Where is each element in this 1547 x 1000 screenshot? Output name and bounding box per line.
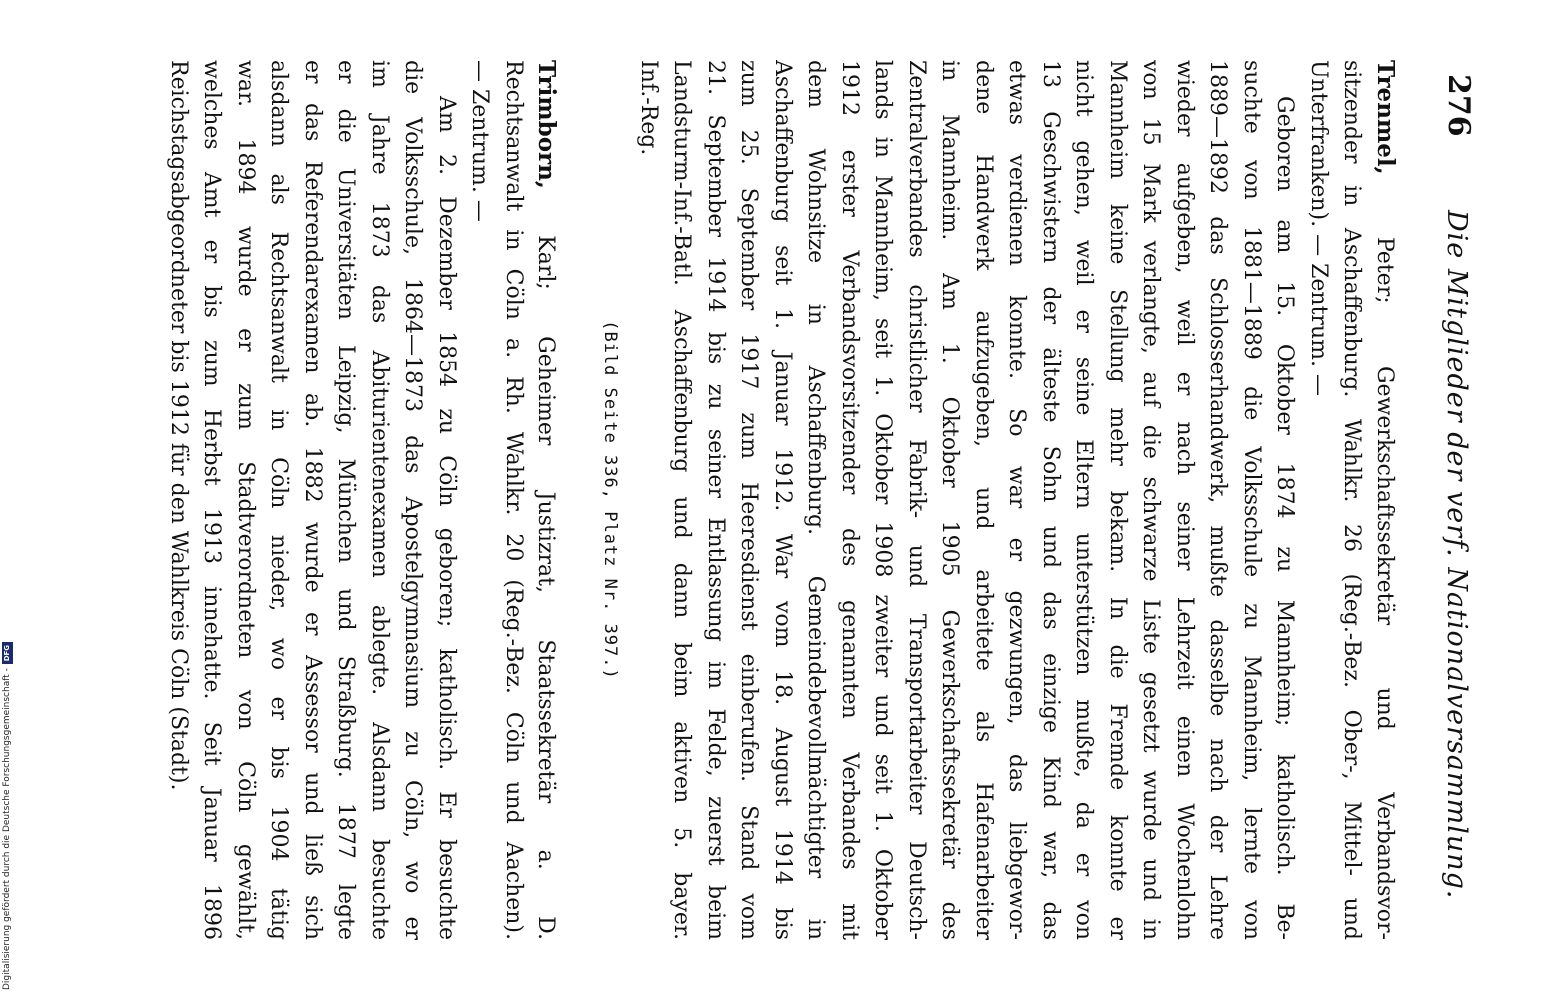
entry-line: im Jahre 1873 das Abiturientenexamen ablegte. Alsdann besuchte — [367, 60, 392, 940]
entry-line: 1912 erster Verbandsvorsitzender des genannten Verbandes mit — [837, 60, 862, 940]
entry-line: — Zentrum. — — [467, 60, 493, 222]
entry-line: welches Amt er bis zum Herbst 1913 innehatte. Seit Januar 1896 — [199, 60, 225, 940]
entry-line: Inf.-Reg. — [636, 60, 661, 156]
rotated-text-frame — [80, 60, 1480, 940]
entry-line: Zentralverbandes christlicher Fabrik- und Transportarbeiter Deutsch- — [904, 60, 929, 940]
entry-line: er das Referendarexamen ab. 1882 wurde er Assessor und ließ sich — [300, 60, 325, 940]
entry-line: wieder aufgeben, weil er nach seiner Lehrzeit einen Wochenlohn — [1172, 60, 1197, 940]
entry-line: Mannheim keine Stellung mehr bekam. In die Fremde konnte er — [1105, 60, 1130, 940]
entry-line: Aschaffenburg seit 1. Januar 1912. War vom 18. August 1914 bis — [770, 60, 795, 940]
entry-line: sitzender in Aschaffenburg. Wahlkr. 26 (Reg.-Bez. Ober-, Mittel- und — [1339, 60, 1365, 940]
body-text — [162, 60, 1403, 940]
entry-line: Reichstagsabgeordneter bis 1912 für den Wahlkreis Cöln (Stadt). — [166, 60, 191, 791]
entry-line: dem Wohnsitze in Aschaffenburg. Gemeindebevollmächtigter in — [803, 60, 829, 940]
entry-name-trenmel: Trenmel, — [1372, 60, 1399, 175]
entry-text: Karl; Geheimer Justizrat, Staatssekretär a. D. — [533, 188, 559, 940]
page-number: 276 — [1441, 74, 1476, 137]
entry-line: Geboren am 15. Oktober 1874 zu Mannheim; katholisch. Be- — [1272, 96, 1298, 940]
entry-line: lands in Mannheim, seit 1. Oktober 1908 zweiter und seit 1. Oktober — [870, 60, 896, 940]
entry-line — [1369, 60, 1403, 940]
entry-line — [530, 60, 564, 940]
entry-line: er die Universitäten Leipzig, München und Straßburg. 1877 legte — [333, 60, 359, 940]
entry-line: 21. September 1914 bis zu seiner Entlassung im Felde, zuerst beim — [703, 60, 728, 940]
page-header — [1436, 60, 1480, 940]
entry-line: von 15 Mark verlangte, auf die schwarze Liste gesetzt wurde und in — [1138, 60, 1164, 940]
entry-name-trimborn: Trimborn, — [533, 60, 561, 189]
dfg-logo-icon: DFG — [2, 642, 13, 664]
entry-line: suchte von 1881—1889 die Volksschule zu Mannheim, lernte von — [1239, 60, 1264, 940]
credit-text: Digitalisierung gefördert durch die Deutsche Forschungsgemeinschaft - — [2, 668, 12, 990]
entry-line: war. 1894 wurde er zum Stadtverordneten von Cöln gewählt, — [233, 60, 258, 940]
photo-reference-note: (Bild Seite 336, Platz Nr. 397.) — [600, 320, 621, 680]
entry-text: Peter; Gewerkschaftssekretär und Verbandsvor- — [1372, 174, 1397, 940]
entry-line: nicht gehen, weil er seine Eltern unterstützen mußte, da er von — [1071, 60, 1097, 940]
entry-line: dene Handwerk aufzugeben, und arbeitete als Hafenarbeiter — [971, 60, 996, 940]
running-head: Die Mitglieder der verf. Nationalversammlung. — [1441, 210, 1472, 900]
entry-line: die Volksschule, 1864—1873 das Apostelgymnasium zu Cöln, wo er — [400, 60, 426, 940]
entry-line: 13 Geschwistern der älteste Sohn und das einzige Kind war, das — [1038, 60, 1063, 940]
entry-line: Landsturm-Inf.-Batl. Aschaffenburg und dann beim aktiven 5. bayer. — [669, 60, 695, 940]
entry-line: alsdann als Rechtsanwalt in Cöln nieder, wo er bis 1904 tätig — [266, 60, 292, 940]
entry-line: zum 25. September 1917 zum Heeresdienst einberufen. Stand vom — [736, 60, 762, 940]
entry-line: Unterfranken). — Zentrum. — — [1306, 60, 1331, 396]
entry-line: Am 2. Dezember 1854 zu Cöln geboren; katholisch. Er besuchte — [434, 96, 459, 940]
entry-line: 1889—1892 das Schlosserhandwerk, mußte dasselbe nach der Lehre — [1205, 60, 1231, 940]
entry-line: in Mannheim. Am 1. Oktober 1905 Gewerkschaftssekretär des — [937, 60, 963, 940]
entry-line: Rechtsanwalt in Cöln a. Rh. Wahlkr. 20 (Reg.-Bez. Cöln und Aachen). — [501, 60, 526, 940]
entry-separator — [564, 60, 590, 940]
entry-line: etwas verdienen konnte. So war er gezwungen, das liebgewor- — [1004, 60, 1030, 940]
digitization-credit — [0, 600, 14, 990]
